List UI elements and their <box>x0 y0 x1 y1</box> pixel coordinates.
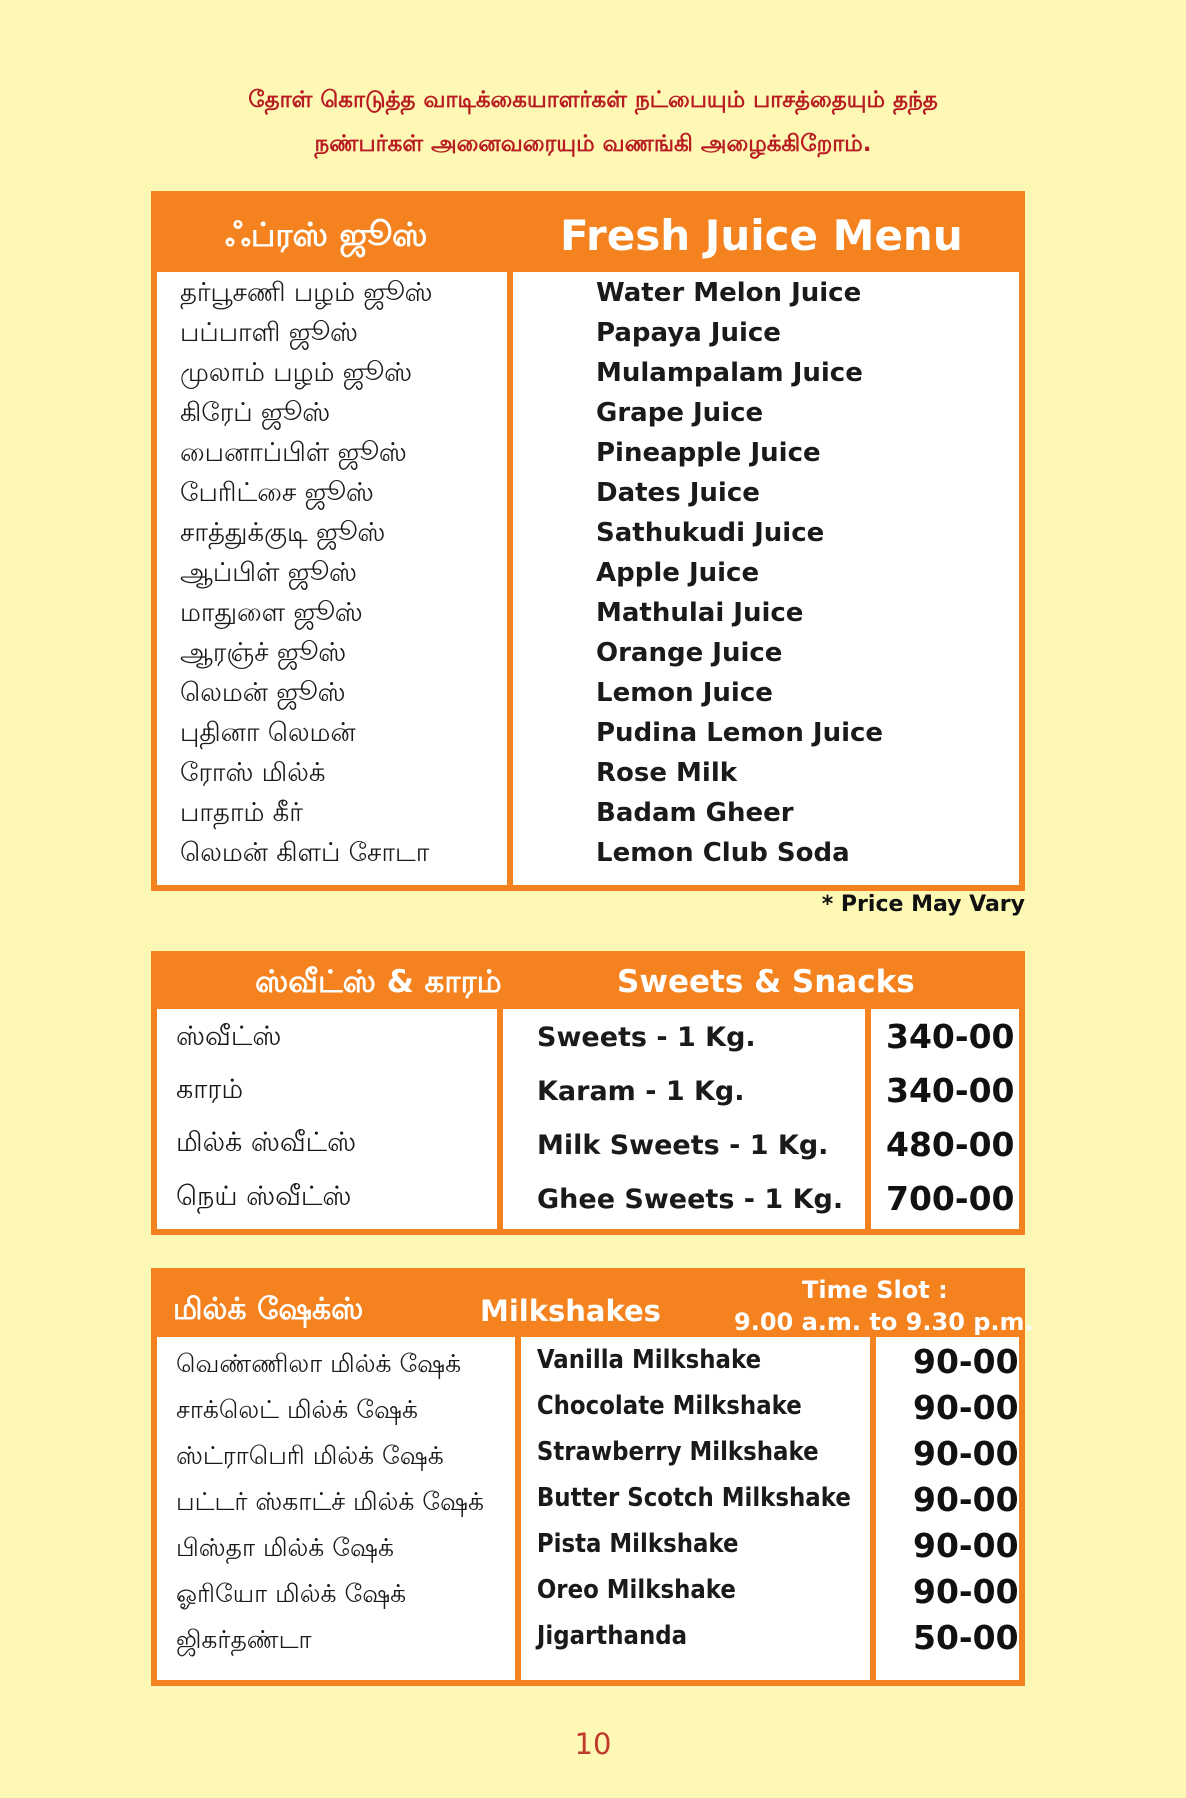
milkshakes-english-column <box>521 1337 870 1680</box>
juice-menu-box <box>151 191 1025 891</box>
juice-item-english: Pineapple Juice <box>596 438 821 468</box>
juice-title-english: Fresh Juice Menu <box>560 211 963 260</box>
juice-item-english: Water Melon Juice <box>596 278 862 308</box>
milkshake-item-tamil: பட்டர் ஸ்காட்ச் மில்க் ஷேக் <box>176 1487 485 1516</box>
page-number: 10 <box>574 1727 612 1761</box>
time-slot-value: 9.00 a.m. to 9.30 p.m. <box>734 1308 1034 1336</box>
milkshake-item-english: Chocolate Milkshake <box>536 1391 802 1421</box>
sweets-item-price: 340-00 <box>886 1017 1015 1056</box>
milkshake-item-price: 90-00 <box>913 1572 1019 1611</box>
juice-item-english: Papaya Juice <box>596 318 781 348</box>
milkshake-item-price: 90-00 <box>913 1342 1019 1381</box>
milkshake-item-english: Butter Scotch Milkshake <box>536 1483 851 1513</box>
milkshakes-menu-box <box>151 1268 1034 1686</box>
milkshake-item-english: Pista Milkshake <box>536 1529 739 1559</box>
juice-item-tamil: லெமன் கிளப் சோடா <box>180 838 430 868</box>
price-note: * Price May Vary <box>821 892 1025 917</box>
milkshakes-price-column <box>876 1337 1019 1680</box>
juice-item-english: Apple Juice <box>596 558 760 588</box>
milkshake-item-price: 90-00 <box>913 1480 1019 1519</box>
juice-item-tamil: பேரிட்சை ஜூஸ் <box>180 478 374 508</box>
juice-item-tamil: ரோஸ் மில்க் <box>180 758 326 788</box>
intro-text <box>100 78 1086 166</box>
juice-item-tamil: கிரேப் ஜூஸ் <box>180 398 331 428</box>
milkshakes-title-english: Milkshakes <box>480 1294 661 1328</box>
sweets-menu-box <box>151 951 1025 1235</box>
milkshakes-title-tamil: மில்க் ஷேக்ஸ் <box>173 1292 364 1327</box>
juice-item-tamil: தர்பூசணி பழம் ஜூஸ் <box>180 278 433 308</box>
sweets-item-tamil: காரம் <box>176 1074 244 1105</box>
juice-item-tamil: ஆரஞ்ச் ஜூஸ் <box>180 638 347 668</box>
milkshake-item-tamil: ஸ்ட்ராபெரி மில்க் ஷேக் <box>176 1441 444 1470</box>
juice-menu-header <box>151 191 1025 272</box>
sweets-item-english: Sweets - 1 Kg. <box>537 1022 756 1053</box>
juice-english-column <box>513 272 1019 885</box>
sweets-price-column <box>871 1009 1019 1229</box>
milkshake-item-tamil: சாக்லெட் மில்க் ஷேக் <box>176 1395 418 1424</box>
juice-item-english: Sathukudi Juice <box>596 518 825 548</box>
juice-title-tamil: ஃப்ரஸ் ஜூஸ் <box>225 215 428 254</box>
juice-item-english: Orange Juice <box>596 638 783 668</box>
juice-item-tamil: புதினா லெமன் <box>180 718 356 748</box>
milkshake-item-tamil: ஜிகர்தண்டா <box>176 1625 312 1654</box>
sweets-item-english: Karam - 1 Kg. <box>537 1076 745 1107</box>
sweets-item-english: Milk Sweets - 1 Kg. <box>537 1130 829 1161</box>
milkshake-item-english: Vanilla Milkshake <box>536 1345 762 1375</box>
juice-item-tamil: பைனாப்பிள் ஜூஸ் <box>180 438 407 468</box>
juice-item-tamil: லெமன் ஜூஸ் <box>180 678 346 708</box>
juice-item-tamil: ஆப்பிள் ஜூஸ் <box>180 558 357 588</box>
juice-item-english: Badam Gheer <box>596 798 794 828</box>
sweets-item-tamil: ஸ்வீட்ஸ் <box>176 1021 282 1052</box>
juice-item-tamil: சாத்துக்குடி ஜூஸ் <box>180 518 386 548</box>
juice-item-tamil: மாதுளை ஜூஸ் <box>180 598 363 628</box>
juice-item-english: Lemon Juice <box>596 678 773 708</box>
sweets-tamil-column <box>157 1009 497 1229</box>
juice-item-english: Lemon Club Soda <box>596 838 850 868</box>
sweets-item-tamil: மில்க் ஸ்வீட்ஸ் <box>176 1127 357 1158</box>
milkshake-item-price: 50-00 <box>913 1618 1019 1657</box>
milkshake-item-english: Oreo Milkshake <box>536 1575 736 1605</box>
juice-item-tamil: பாதாம் கீர் <box>180 798 303 828</box>
juice-item-english: Dates Juice <box>596 478 760 508</box>
milkshake-item-price: 90-00 <box>913 1526 1019 1565</box>
sweets-title-tamil: ஸ்வீட்ஸ் & காரம் <box>255 964 502 1000</box>
sweets-item-price: 700-00 <box>886 1179 1015 1218</box>
sweets-title-english: Sweets & Snacks <box>617 964 915 1000</box>
sweets-menu-header <box>151 951 1025 1009</box>
juice-tamil-column <box>157 272 507 885</box>
intro-line-2: நண்பர்கள் அனைவரையும் வணங்கி அழைக்கிறோம். <box>314 131 872 157</box>
juice-item-english: Mathulai Juice <box>596 598 804 628</box>
milkshake-item-price: 90-00 <box>913 1434 1019 1473</box>
sweets-item-price: 340-00 <box>886 1071 1015 1110</box>
juice-item-english: Grape Juice <box>596 398 764 428</box>
milkshake-item-english: Jigarthanda <box>536 1621 688 1651</box>
sweets-item-tamil: நெய் ஸ்வீட்ஸ் <box>176 1181 352 1212</box>
juice-item-english: Mulampalam Juice <box>596 358 863 388</box>
time-slot-label: Time Slot : <box>802 1276 948 1304</box>
sweets-english-column <box>503 1009 865 1229</box>
intro-line-1: தோள் கொடுத்த வாடிக்கையாளர்கள் நட்பையும் பாசத்தையும் தந்த <box>248 87 938 113</box>
milkshakes-menu-header <box>151 1268 1034 1337</box>
milkshakes-tamil-column <box>157 1337 515 1680</box>
juice-item-english: Pudina Lemon Juice <box>596 718 884 748</box>
juice-item-tamil: முலாம் பழம் ஜூஸ் <box>180 358 412 388</box>
milkshake-item-price: 90-00 <box>913 1388 1019 1427</box>
juice-item-tamil: பப்பாளி ஜூஸ் <box>180 318 358 348</box>
sweets-item-english: Ghee Sweets - 1 Kg. <box>537 1184 844 1215</box>
milkshake-item-tamil: வெண்ணிலா மில்க் ஷேக் <box>176 1349 462 1378</box>
sweets-item-price: 480-00 <box>886 1125 1015 1164</box>
milkshake-item-tamil: பிஸ்தா மில்க் ஷேக் <box>176 1533 394 1562</box>
milkshake-item-tamil: ஓரியோ மில்க் ஷேக் <box>176 1579 407 1608</box>
milkshake-item-english: Strawberry Milkshake <box>536 1437 819 1467</box>
juice-item-english: Rose Milk <box>596 758 738 788</box>
